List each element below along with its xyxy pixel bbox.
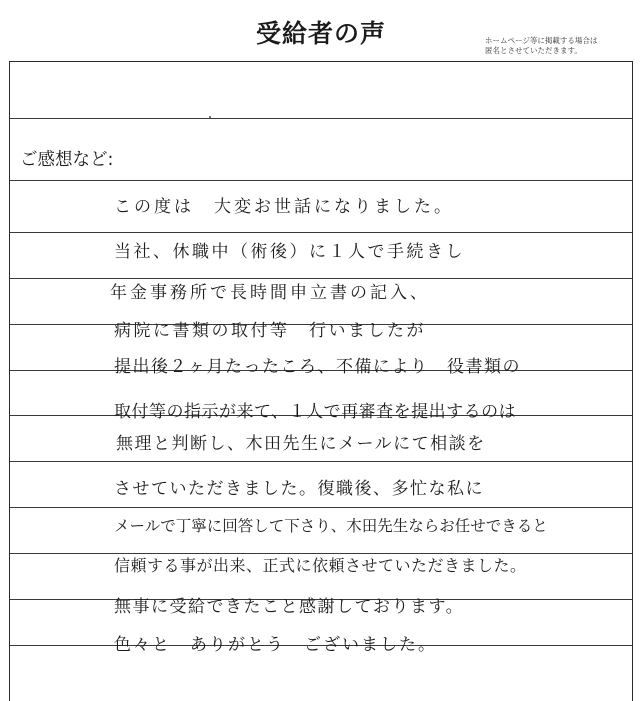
comment-line: 病院に書類の取付等 行いましたが: [114, 321, 426, 341]
rule-line: [10, 461, 632, 462]
form-title: 受給者の声: [255, 19, 386, 48]
comment-line: 当社、休職中（術後）に１人で手続きし: [114, 242, 465, 262]
rule-line: [10, 118, 632, 119]
anonymity-notice: [485, 36, 597, 56]
comment-line: 色々と ありがとう ございました。: [114, 635, 437, 655]
rule-line: [10, 232, 632, 233]
comment-line: 取付等の指示が来て、１人で再審査を提出するのは: [114, 402, 517, 422]
comment-line: 無事に受給できたこと感謝しております。: [114, 597, 465, 617]
comment-line: 信頼する事が出来、正式に依頼させていただきました。: [114, 556, 527, 575]
anonymity-notice-line-1: ホームページ等に掲載する場合は: [485, 36, 598, 45]
anonymity-notice-line-2: 匿名とさせていただきます。: [485, 46, 582, 55]
ink-dot: [209, 116, 211, 118]
comment-line: 提出後２ヶ月たったころ、不備により 役書類の: [114, 357, 521, 377]
comments-label: ご感想など:: [20, 150, 114, 170]
rule-line: [10, 507, 632, 508]
comment-line: この度は 大変お世話になりました。: [114, 197, 454, 217]
rule-line: [10, 180, 632, 181]
comment-line: 年金事務所で長時間申立書の記入、: [110, 283, 430, 303]
comment-line: させていただきました。復職後、多忙な私に: [114, 479, 484, 499]
comment-line: メールで丁寧に回答して下さり、木田先生ならお任せできると: [114, 517, 548, 535]
comment-line: 無理と判断し、木田先生にメールにて相談を: [116, 434, 486, 454]
